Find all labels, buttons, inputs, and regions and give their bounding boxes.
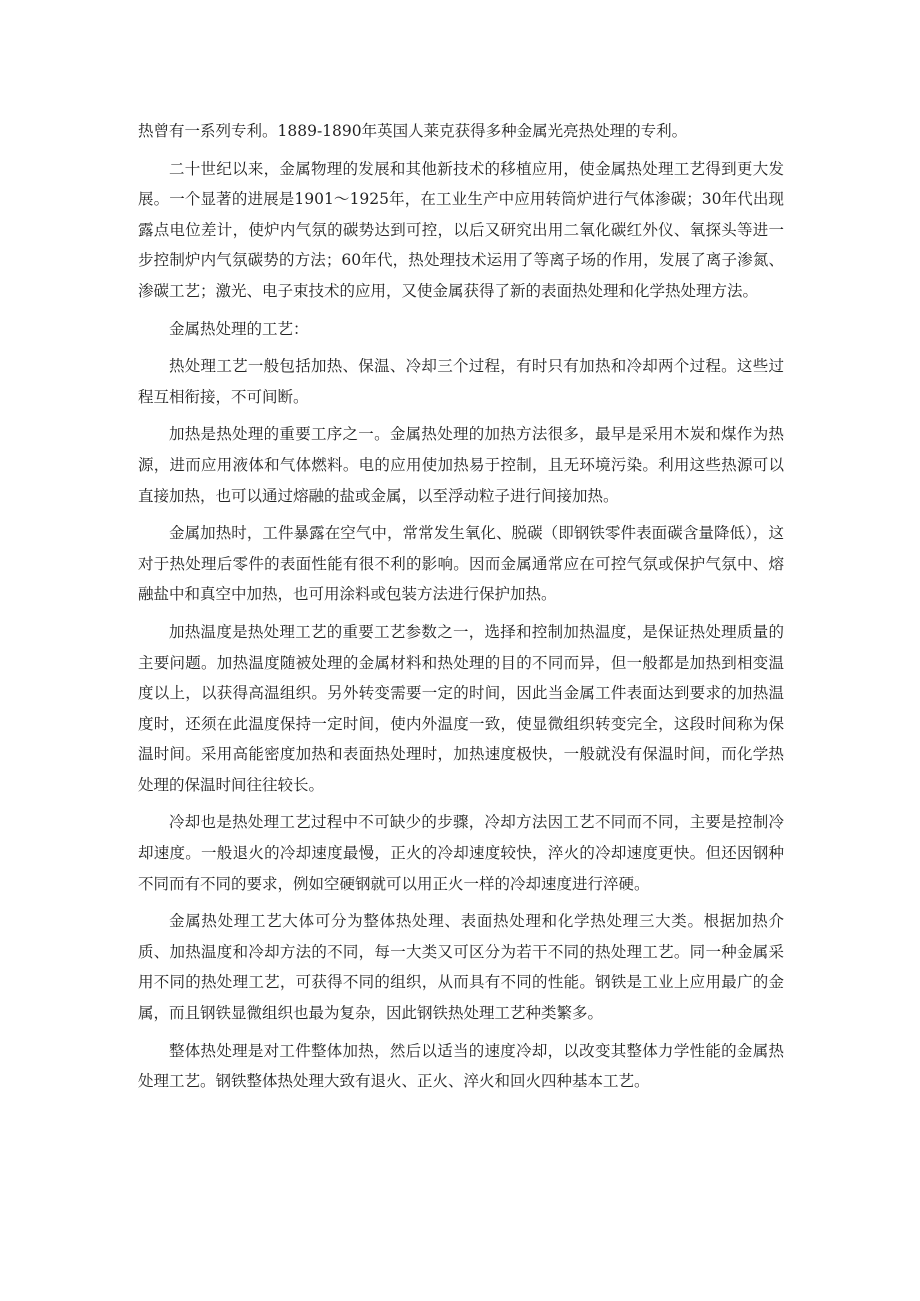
section-heading: 金属热处理的工艺： — [169, 319, 309, 338]
paragraph: 金属加热时，工件暴露在空气中，常常发生氧化、脱碳（即钢铁零件表面碳含量降低），这对于热处理后零件的表面性能有很不利的影响。因而金属通常应在可控气氛或保护气氛中、熔融盐中和真空中加热，也可用涂料或包装方法进行保护加热。 — [138, 524, 784, 604]
paragraph: 加热温度是热处理工艺的重要工艺参数之一，选择和控制加热温度，是保证热处理质量的主要问题。加热温度随被处理的金属材料和热处理的目的不同而异，但一般都是加热到相变温度以上，以获得高温组织。另外转变需要一定的时间，因此当金属工件表面达到要求的加热温度时，还须在此温度保持一定时间，使内外温度一致，使显微组织转变完全，这段时间称为保温时间。采用高能密度加热和表面热处理时，加热速度极快，一般就没有保温时间，而化学热处理的保温时间往往较长。 — [138, 622, 784, 794]
paragraph: 加热是热处理的重要工序之一。金属热处理的加热方法很多，最早是采用木炭和煤作为热源，进而应用液体和气体燃料。电的应用使加热易于控制，且无环境污染。利用这些热源可以直接加热，也可以通过熔融的盐或金属，以至浮动粒子进行间接加热。 — [138, 425, 784, 505]
paragraph: 冷却也是热处理工艺过程中不可缺少的步骤，冷却方法因工艺不同而不同，主要是控制冷却速度。一般退火的冷却速度最慢，正火的冷却速度较快，淬火的冷却速度更快。但还因钢种不同而有不同的要求，例如空硬钢就可以用正火一样的冷却速度进行淬硬。 — [138, 813, 784, 893]
paragraph-continuation: 热曾有一系列专利。1889-1890年英国人莱克获得多种金属光亮热处理的专利。 — [138, 122, 688, 140]
document-body — [138, 116, 784, 1104]
paragraph: 金属热处理工艺大体可分为整体热处理、表面热处理和化学热处理三大类。根据加热介质、加热温度和冷却方法的不同，每一大类又可区分为若干不同的热处理工艺。同一种金属采用不同的热处理工艺，可获得不同的组织，从而具有不同的性能。钢铁是工业上应用最广的金属，而且钢铁显微组织也最为复杂，因此钢铁热处理工艺种类繁多。 — [138, 912, 784, 1023]
paragraph: 整体热处理是对工件整体加热，然后以适当的速度冷却，以改变其整体力学性能的金属热处理工艺。钢铁整体热处理大致有退火、正火、淬火和回火四种基本工艺。 — [138, 1041, 784, 1091]
paragraph: 热处理工艺一般包括加热、保温、冷却三个过程，有时只有加热和冷却两个过程。这些过程互相衔接，不可间断。 — [138, 357, 784, 406]
paragraph: 二十世纪以来，金属物理的发展和其他新技术的移植应用，使金属热处理工艺得到更大发展。一个显著的进展是1901～1925年，在工业生产中应用转筒炉进行气体渗碳；30年代出现露点电位差计，使炉内气氛的碳势达到可控，以后又研究出用二氧化碳红外仪、氧探头等进一步控制炉内气氛碳势的方法；60年代，热处理技术运用了等离子场的作用，发展了离子渗氮、渗碳工艺；激光、电子束技术的应用，又使金属获得了新的表面热处理和化学热处理方法。 — [138, 159, 784, 300]
